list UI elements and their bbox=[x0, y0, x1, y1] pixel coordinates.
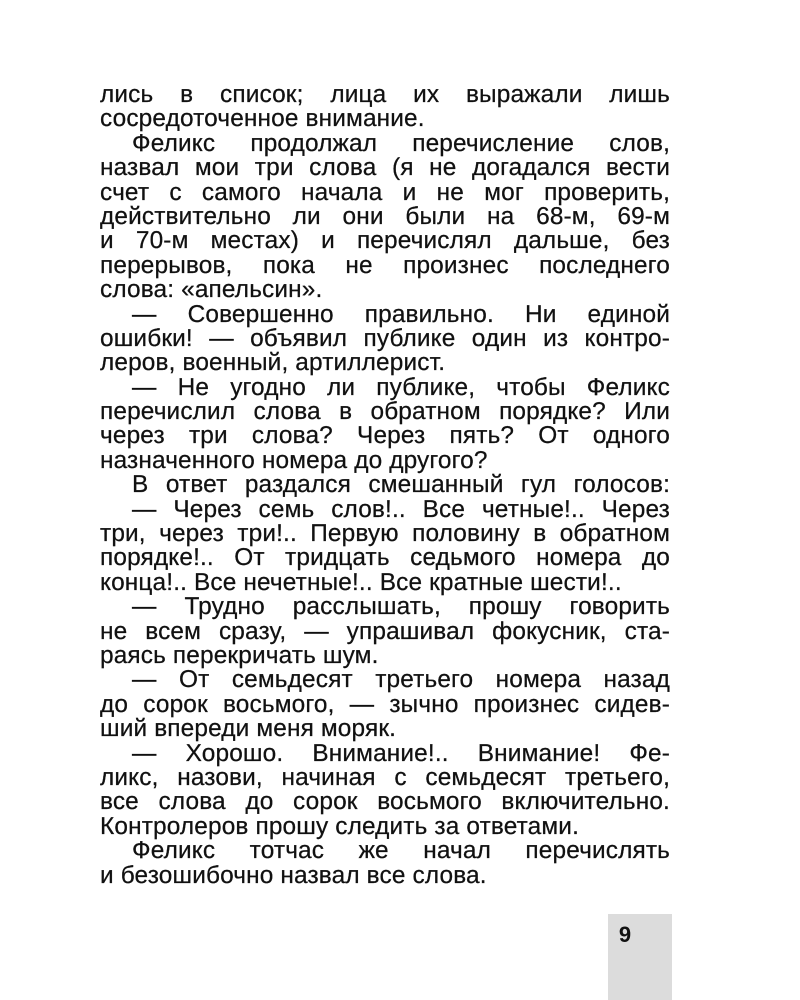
text-line: ликс, назови, начиная с семьдесят третьего, bbox=[100, 763, 670, 791]
text-line: назвал мои три слова (я не догадался вести bbox=[100, 154, 670, 182]
text-line: счет с самого начала и не мог проверить, bbox=[100, 178, 670, 206]
text-line: — Хорошо. Внимание!.. Внимание! Фе- bbox=[132, 739, 670, 767]
text-line: три, через три!.. Первую половину в обратном bbox=[100, 520, 670, 548]
page-number-tab bbox=[608, 914, 672, 1000]
text-line: перечислил слова в обратном порядке? Или bbox=[100, 398, 670, 426]
text-line: В ответ раздался смешанный гул голосов: bbox=[132, 471, 670, 499]
text-line: порядке!.. От тридцать седьмого номера до bbox=[100, 544, 670, 572]
text-line: лись в список; лица их выражали лишь bbox=[100, 81, 670, 108]
body-text bbox=[100, 83, 670, 888]
text-line: слова: «апельсин». bbox=[100, 276, 323, 304]
text-line: назначенного номера до другого? bbox=[100, 446, 488, 474]
text-line: — Совершенно правильно. Ни единой bbox=[132, 300, 670, 328]
text-line: перерывов, пока не произнес последнего bbox=[100, 251, 670, 279]
text-line: все слова до сорок восьмого включительно. bbox=[100, 788, 670, 816]
text-line: — Через семь слов!.. Все четные!.. Через bbox=[132, 495, 670, 523]
page-number: 9 bbox=[618, 922, 632, 947]
text-line: Контролеров прошу следить за ответами. bbox=[100, 812, 580, 840]
text-line: раясь перекричать шум. bbox=[100, 641, 379, 669]
text-line: не всем сразу, — упрашивал фокусник, ста- bbox=[100, 617, 670, 645]
text-line: конца!.. Все нечетные!.. Все кратные шести!.. bbox=[100, 568, 622, 596]
text-line: — Не угодно ли публике, чтобы Феликс bbox=[132, 373, 670, 401]
text-line: и 70-м местах) и перечислял дальше, без bbox=[100, 227, 670, 255]
text-line: до сорок восьмого, — зычно произнес сидев- bbox=[100, 690, 670, 718]
text-line: леров, военный, артиллерист. bbox=[100, 349, 446, 377]
text-line: через три слова? Через пять? От одного bbox=[100, 422, 670, 450]
text-line: Феликс продолжал перечисление слов, bbox=[132, 129, 670, 157]
text-line: — От семьдесят третьего номера назад bbox=[132, 666, 670, 694]
text-line: и безошибочно назвал все слова. bbox=[100, 861, 487, 889]
text-line: Феликс тотчас же начал перечислять bbox=[132, 837, 670, 865]
text-line: — Трудно расслышать, прошу говорить bbox=[132, 593, 670, 621]
text-line: ошибки! — объявил публике один из контро- bbox=[100, 324, 670, 352]
text-line: сосредоточенное внимание. bbox=[100, 105, 425, 133]
text-line: ший впереди меня моряк. bbox=[100, 715, 397, 743]
text-line: действительно ли они были на 68-м, 69-м bbox=[100, 202, 670, 230]
